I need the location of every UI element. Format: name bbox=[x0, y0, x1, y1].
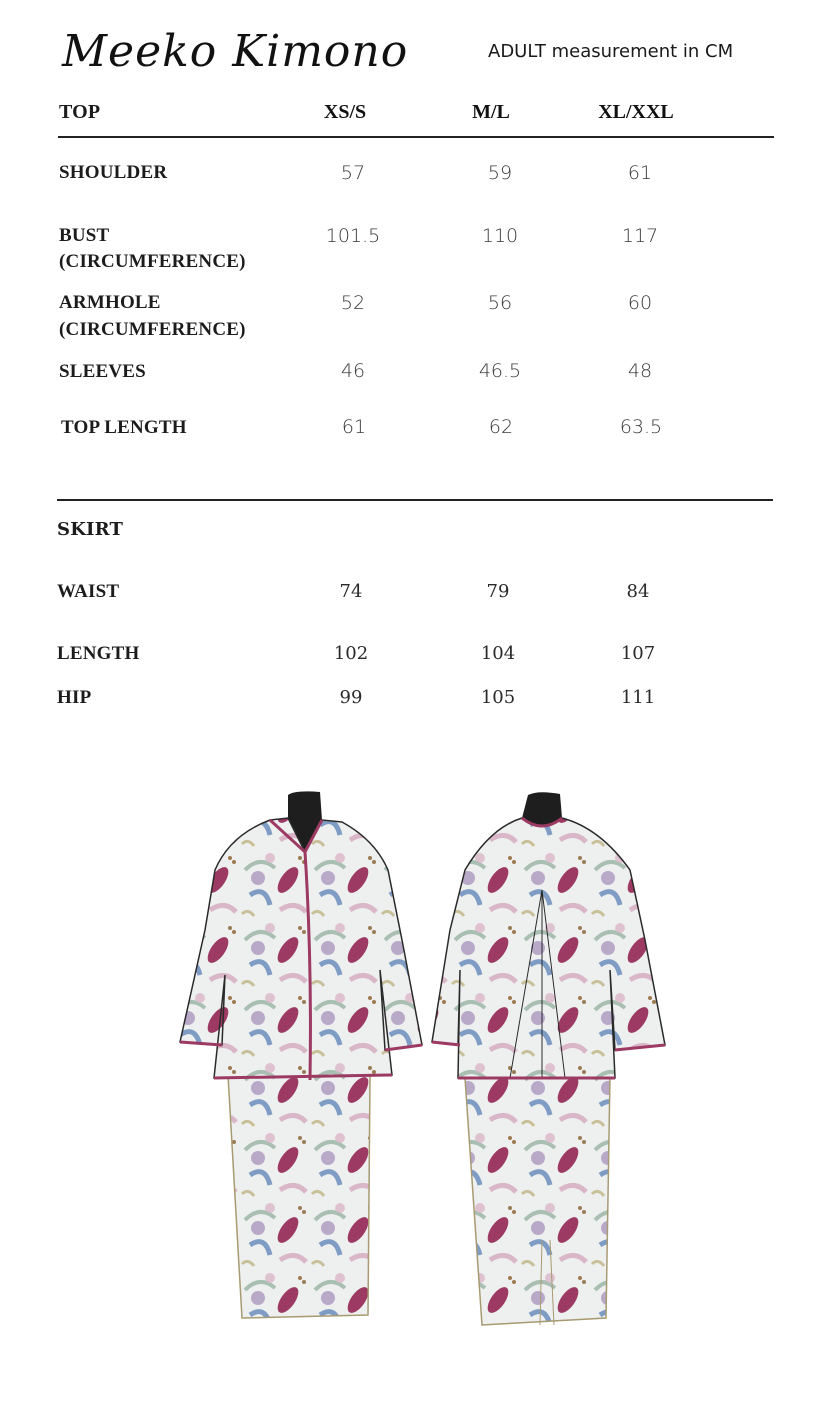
kimono-illustration bbox=[170, 780, 680, 1340]
cell-xl-xxl: 84 bbox=[626, 581, 650, 602]
section-divider bbox=[57, 499, 773, 501]
front-view bbox=[180, 791, 422, 1318]
cell-xs-s: 46 bbox=[340, 360, 366, 382]
cell-xs-s: 52 bbox=[340, 292, 366, 314]
row-sublabel: (CIRCUMFERENCE) bbox=[59, 319, 246, 340]
cell-xs-s: 61 bbox=[341, 416, 367, 438]
cell-xl-xxl: 63.5 bbox=[619, 416, 663, 438]
row-label: ARMHOLE bbox=[59, 292, 161, 313]
row-sublabel: (CIRCUMFERENCE) bbox=[59, 251, 246, 272]
cell-m-l: 104 bbox=[480, 643, 516, 664]
back-view bbox=[432, 792, 665, 1325]
cell-xl-xxl: 117 bbox=[621, 225, 659, 247]
row-label: SHOULDER bbox=[59, 162, 168, 183]
cell-xs-s: 102 bbox=[333, 643, 369, 664]
skirt-section-label: SKIRT bbox=[57, 519, 124, 540]
cell-xs-s: 101.5 bbox=[325, 225, 381, 247]
row-label: SLEEVES bbox=[59, 361, 146, 382]
row-label: BUST bbox=[59, 225, 110, 246]
column-header-m-l: M/L bbox=[472, 101, 510, 123]
cell-m-l: 62 bbox=[488, 416, 514, 438]
row-label: TOP LENGTH bbox=[61, 417, 187, 438]
cell-m-l: 46.5 bbox=[478, 360, 522, 382]
column-header-xl-xxl: XL/XXL bbox=[598, 101, 674, 123]
page-title: Meeko Kimono bbox=[62, 26, 409, 77]
cell-xs-s: 57 bbox=[340, 162, 366, 184]
top-section-label: TOP bbox=[59, 101, 101, 123]
header-divider bbox=[58, 136, 774, 138]
column-header-xs-s: XS/S bbox=[323, 101, 367, 123]
cell-xl-xxl: 61 bbox=[627, 162, 653, 184]
row-label: LENGTH bbox=[57, 643, 140, 664]
cell-xl-xxl: 60 bbox=[627, 292, 653, 314]
cell-m-l: 59 bbox=[487, 162, 513, 184]
cell-m-l: 56 bbox=[487, 292, 513, 314]
row-label: HIP bbox=[57, 687, 92, 708]
measurement-unit-note: ADULT measurement in CM bbox=[488, 41, 734, 62]
cell-m-l: 105 bbox=[480, 687, 516, 708]
cell-m-l: 79 bbox=[486, 581, 510, 602]
cell-xs-s: 99 bbox=[339, 687, 363, 708]
cell-xs-s: 74 bbox=[339, 581, 363, 602]
cell-xl-xxl: 48 bbox=[627, 360, 653, 382]
row-label: WAIST bbox=[57, 581, 120, 602]
cell-m-l: 110 bbox=[481, 225, 519, 247]
cell-xl-xxl: 111 bbox=[620, 687, 656, 708]
cell-xl-xxl: 107 bbox=[620, 643, 656, 664]
